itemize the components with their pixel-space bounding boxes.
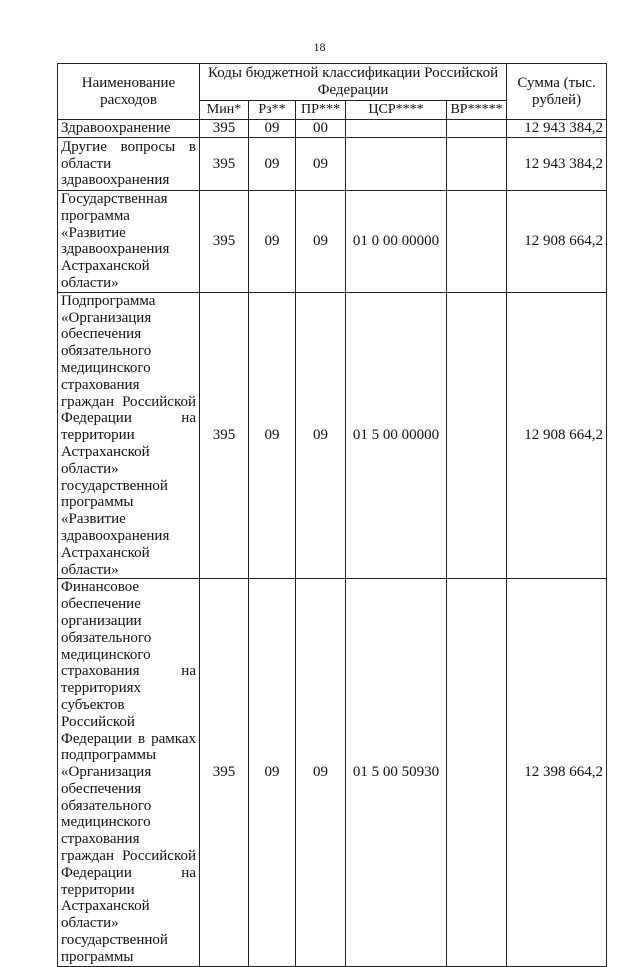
header-pr: ПР*** xyxy=(296,101,346,120)
table-row xyxy=(58,120,607,138)
table-row xyxy=(58,138,607,191)
header-name: Наименование расходов xyxy=(58,64,200,120)
table-row xyxy=(58,292,607,579)
header-sum: Сумма (тыс. рублей) xyxy=(507,64,607,120)
header-csr: ЦСР**** xyxy=(346,101,447,120)
row-sum: 12 943 384,2 xyxy=(507,138,607,191)
row-pr: 09 xyxy=(296,191,346,293)
budget-table xyxy=(57,63,607,967)
row-vr xyxy=(447,138,507,191)
row-min: 395 xyxy=(200,138,249,191)
row-sum: 12 908 664,2 xyxy=(507,292,607,579)
row-csr: 01 5 00 50930 xyxy=(346,579,447,966)
row-name: Подпрограмма «Организация обеспечения обязательного медицинского страхования граждан Российской Федерации на территории Астраханской области» государственной программы «Развитие здравоохранения Астраханской области» xyxy=(58,292,200,579)
row-vr xyxy=(447,120,507,138)
row-rz: 09 xyxy=(249,579,296,966)
row-csr xyxy=(346,120,447,138)
row-sum: 12 943 384,2 xyxy=(507,120,607,138)
row-rz: 09 xyxy=(249,292,296,579)
row-csr xyxy=(346,138,447,191)
row-csr: 01 5 00 00000 xyxy=(346,292,447,579)
row-csr: 01 0 00 00000 xyxy=(346,191,447,293)
header-rz: Рз** xyxy=(249,101,296,120)
row-vr xyxy=(447,579,507,966)
row-name: Финансовое обеспечение организации обязательного медицинского страхования на территориях субъектов Российской Федерации в рамках подпрограммы «Организация обеспечения обязательного медицинского страхования граждан Российской Федерации на территории Астраханской области» государственной программы xyxy=(58,579,200,966)
row-name: Государственная программа «Развитие здравоохранения Астраханской области» xyxy=(58,191,200,293)
row-min: 395 xyxy=(200,120,249,138)
row-sum: 12 908 664,2 xyxy=(507,191,607,293)
row-pr: 09 xyxy=(296,579,346,966)
page-number: 18 xyxy=(313,40,326,54)
header-codes-group: Коды бюджетной классификации Российской Федерации xyxy=(200,64,507,101)
row-min: 395 xyxy=(200,579,249,966)
row-sum: 12 398 664,2 xyxy=(507,579,607,966)
row-min: 395 xyxy=(200,191,249,293)
row-name: Здравоохранение xyxy=(58,120,200,138)
row-pr: 09 xyxy=(296,138,346,191)
table-row xyxy=(58,579,607,966)
row-vr xyxy=(447,292,507,579)
header-vr: ВР***** xyxy=(447,101,507,120)
header-min: Мин* xyxy=(200,101,249,120)
row-rz: 09 xyxy=(249,191,296,293)
row-pr: 09 xyxy=(296,292,346,579)
row-name: Другие вопросы в области здравоохранения xyxy=(58,138,200,191)
row-rz: 09 xyxy=(249,120,296,138)
table-row xyxy=(58,191,607,293)
row-min: 395 xyxy=(200,292,249,579)
row-vr xyxy=(447,191,507,293)
row-pr: 00 xyxy=(296,120,346,138)
row-rz: 09 xyxy=(249,138,296,191)
